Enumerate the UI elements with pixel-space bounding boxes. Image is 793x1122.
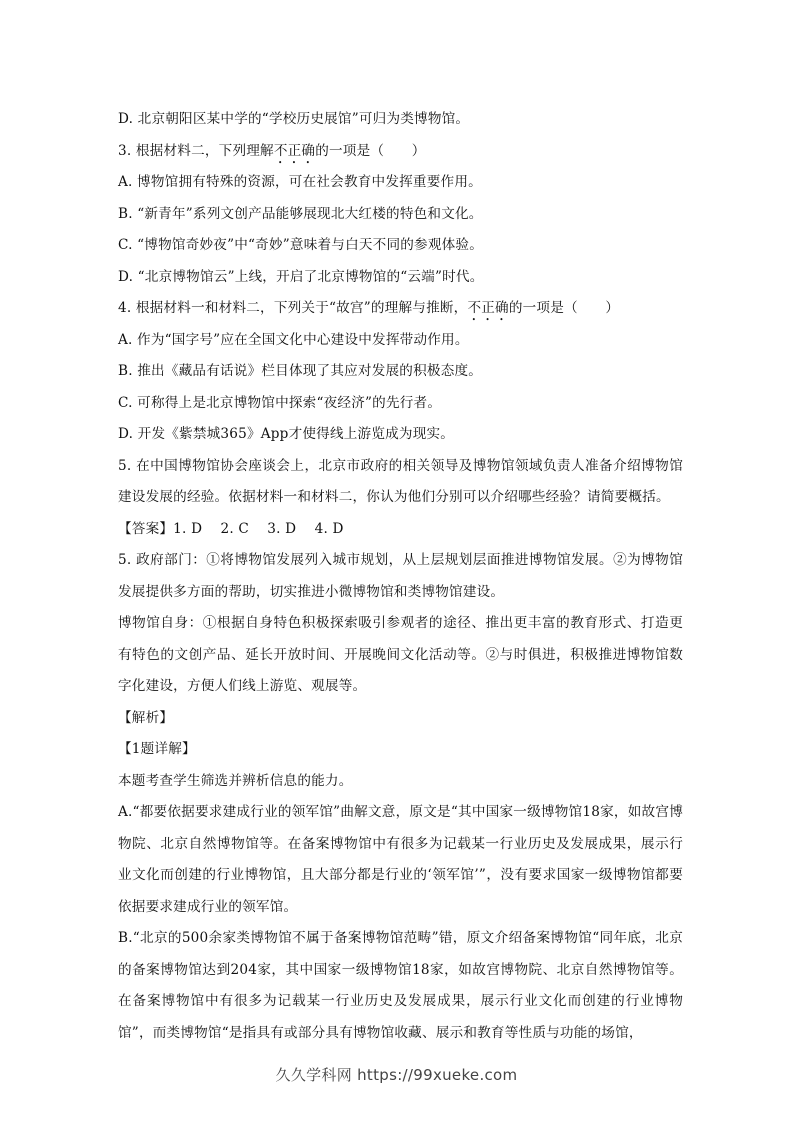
q3-stem-suffix: 的一项是（ ） [315,142,426,159]
q3-option-c: C. “博物馆奇妙夜”中“奇妙”意味着与白天不同的参观体验。 [118,237,484,253]
answer5-museum: 博物馆自身：①根据自身特色积极探索吸引参观者的途径、推出更丰富的教育形式、打造更有特色的文创产品、延长开放时间、开展晚间文化活动等。②与时俱进，积极推进博物馆数字化建设，方便人们线上游览、观展等。 [118,615,683,694]
q3-option-a: A. 博物馆拥有特殊的资源，可在社会教育中发挥重要作用。 [118,174,482,190]
q2-option-d: D. 北京朝阳区某中学的“学校历史展馆”可归为类博物馆。 [118,111,470,127]
q4-stem [118,293,683,325]
q3-stem-prefix: 3. 根据材料二，下列理解 [118,142,274,159]
q4-option-a: A. 作为“国字号”应在全国文化中心建设中发挥带动作用。 [118,331,469,348]
q4-option-c: C. 可称得上是北京博物馆中探索“夜经济”的先行者。 [118,394,442,411]
q4-option-d: D. 开发《紫禁城365》App才使得线上游览成为现实。 [118,426,455,442]
analysis-heading: 【解析】 [118,709,174,726]
q4-option-b: B. 推出《藏品有话说》栏目体现了其应对发展的积极态度。 [118,363,483,379]
q4-stem-prefix: 4. 根据材料一和材料二，下列关于“故宫”的理解与推断， [118,300,468,316]
q3-option-b: B. “新青年”系列文创产品能够展现北大红楼的特色和文化。 [118,205,483,222]
q5-stem: 5. 在中国博物馆协会座谈会上，北京市政府的相关领导及博物馆领域负责人准备介绍博物馆建设发展的经验。依据材料一和材料二，你认为他们分别可以介绍哪些经验？请简要概括。 [118,457,683,505]
q1-detail-intro: 本题考查学生筛选并辨析信息的能力。 [118,772,353,789]
q3-stem-emphasis: 不正确 [273,142,316,159]
q3-option-d: D. “北京博物馆云”上线，开启了北京博物馆的“云端”时代。 [118,268,484,285]
q4-stem-suffix: 的一项是（ ） [508,300,620,316]
answer-line: 【答案】1. D 2. C 3. D 4. D [118,520,344,537]
q4-stem-emphasis: 不正确 [467,300,509,316]
q3-stem [118,136,683,168]
q1-detail-b: B.“北京的500余家类博物馆不属于备案博物馆范畴”错，原文介绍备案博物馆“同年底，北京的备案博物馆达到204家，其中国家一级博物馆18家，如故宫博物院、北京自然博物馆等。在备案博物馆中有很多为记载某一行业历史及发展成果，展示行业文化而创建的行业博物馆”，而类博物馆“是指具有或部分具有博物馆收藏、展示和教育等性质与功能的场馆， [118,930,683,1041]
answer5-government: 5. 政府部门：①将博物馆发展列入城市规划，从上层规划层面推进博物馆发展。②为博物馆发展提供多方面的帮助，切实推进小微博物馆和类博物馆建设。 [118,552,683,600]
q1-detail-a: A.“都要依据要求建成行业的领军馆”曲解文意，原文是“其中国家一级博物馆18家，如故宫博物院、北京自然博物馆等。在备案博物馆中有很多为记载某一行业历史及发展成果，展示行业文化而创建的行业博物馆，且大部分都是行业的‘领军馆’”，没有要求国家一级博物馆都要依据要求建成行业的领军馆。 [118,804,683,915]
watermark-footer: 久久学科网 https://99xueke.com [275,1066,518,1084]
document-body [118,104,683,1049]
q1-detail-heading: 【1题详解】 [118,741,196,757]
